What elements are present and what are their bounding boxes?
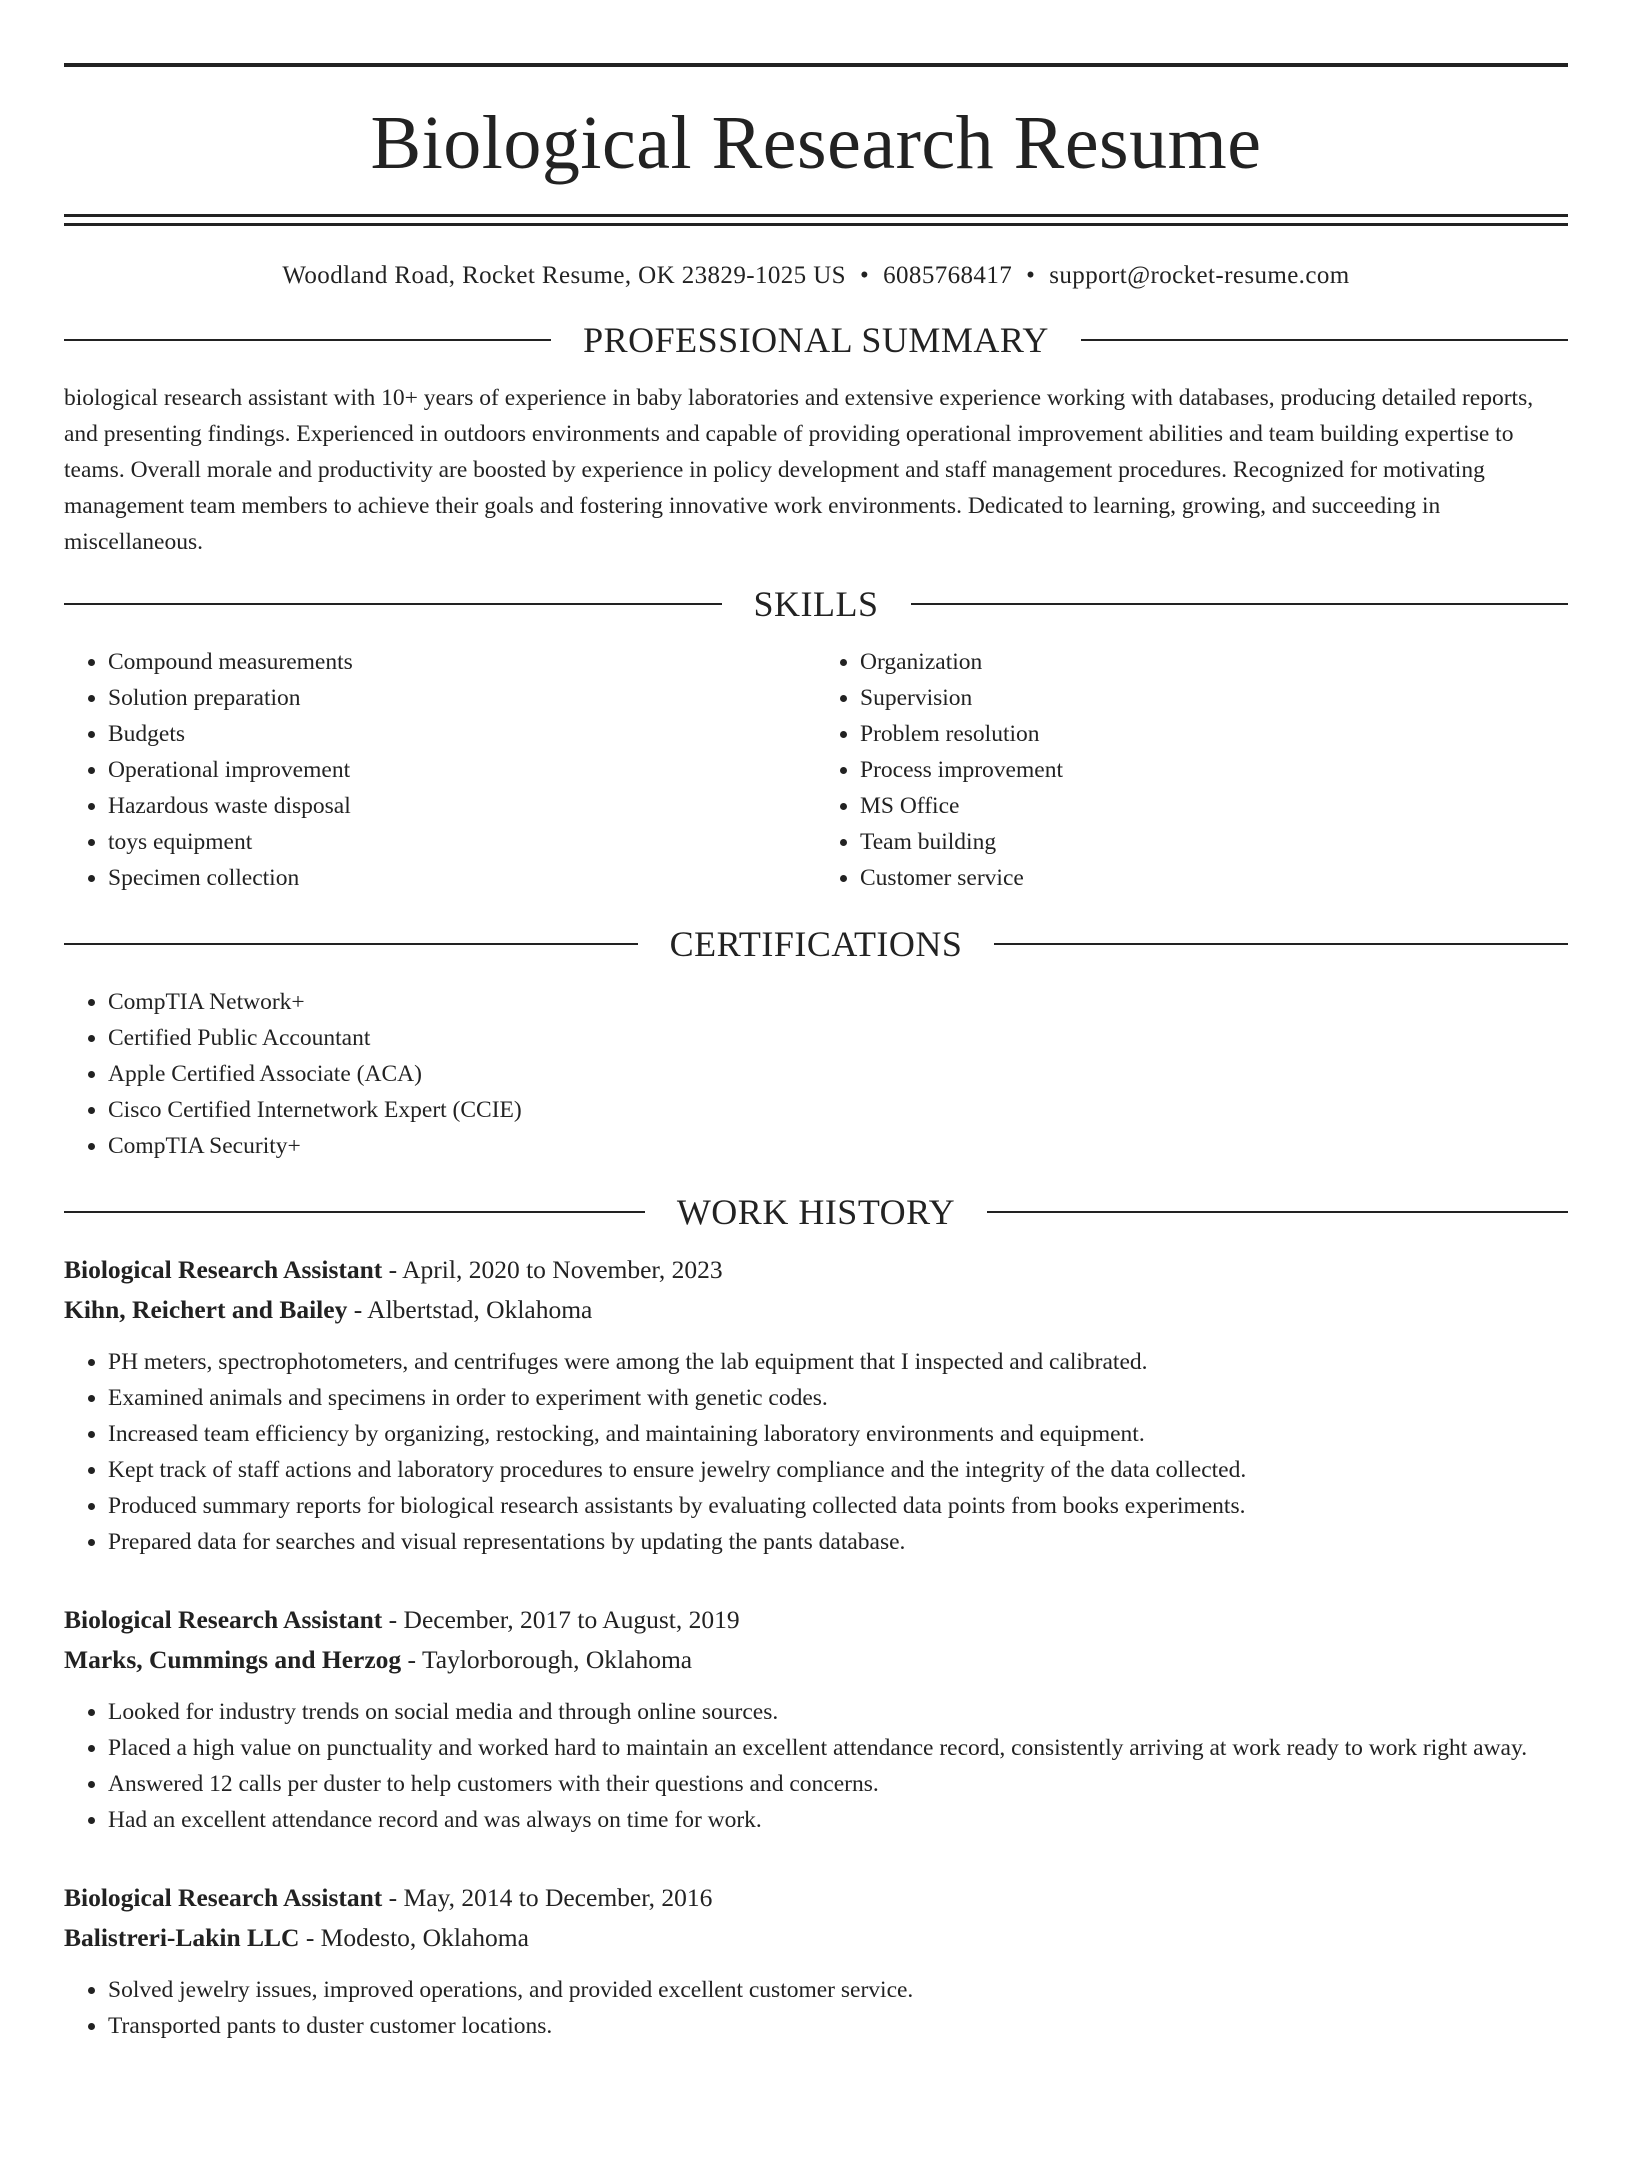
list-item: • Apple Certified Associate (ACA) bbox=[108, 1056, 1568, 1092]
company-name: Marks, Cummings and Herzog bbox=[64, 1645, 402, 1674]
list-item: • Solved jewelry issues, improved operations, and provided excellent customer service. bbox=[108, 1972, 1568, 2008]
list-item: • Team building bbox=[860, 824, 1568, 860]
job-title-line bbox=[64, 1600, 1568, 1640]
email-link[interactable]: support@rocket-resume.com bbox=[1049, 262, 1350, 289]
list-item: • MS Office bbox=[860, 788, 1568, 824]
job-dates: - May, 2014 to December, 2016 bbox=[382, 1883, 713, 1912]
address: Woodland Road, Rocket Resume, OK 23829-1025 US bbox=[282, 262, 846, 289]
skills-list-right bbox=[816, 644, 1568, 896]
job-bullets bbox=[64, 1694, 1568, 1838]
list-item: • Customer service bbox=[860, 860, 1568, 896]
company-location: - Modesto, Oklahoma bbox=[299, 1923, 529, 1952]
job-entry bbox=[64, 1600, 1568, 1838]
separator-dot: • bbox=[1026, 262, 1036, 289]
section-heading-certifications bbox=[64, 926, 1568, 962]
list-item: • Compound measurements bbox=[108, 644, 816, 680]
list-item: • Produced summary reports for biological research assistants by evaluating collected data points from books experiments. bbox=[108, 1488, 1568, 1524]
job-company-line bbox=[64, 1290, 1568, 1330]
list-item: • CompTIA Security+ bbox=[108, 1128, 1568, 1164]
list-item: • Placed a high value on punctuality and worked hard to maintain an excellent attendance record, consistently arriving at work ready to work right away. bbox=[108, 1730, 1568, 1766]
certifications-list bbox=[64, 984, 1568, 1164]
job-title: Biological Research Assistant bbox=[64, 1255, 383, 1284]
list-item: • Hazardous waste disposal bbox=[108, 788, 816, 824]
job-entry bbox=[64, 1250, 1568, 1560]
section-heading-skills bbox=[64, 586, 1568, 622]
list-item: • Looked for industry trends on social media and through online sources. bbox=[108, 1694, 1568, 1730]
company-location: - Taylorborough, Oklahoma bbox=[401, 1645, 693, 1674]
title-double-divider bbox=[64, 214, 1568, 226]
list-item: • Certified Public Accountant bbox=[108, 1020, 1568, 1056]
job-title: Biological Research Assistant bbox=[64, 1605, 383, 1634]
list-item: • Examined animals and specimens in order to experiment with genetic codes. bbox=[108, 1380, 1568, 1416]
skills-columns bbox=[64, 644, 1568, 896]
job-title: Biological Research Assistant bbox=[64, 1883, 383, 1912]
list-item: • Specimen collection bbox=[108, 860, 816, 896]
section-title: SKILLS bbox=[753, 584, 879, 624]
list-item: • PH meters, spectrophotometers, and centrifuges were among the lab equipment that I inspected and calibrated. bbox=[108, 1344, 1568, 1380]
list-item: • Organization bbox=[860, 644, 1568, 680]
job-bullets bbox=[64, 1972, 1568, 2044]
company-name: Balistreri-Lakin LLC bbox=[64, 1923, 300, 1952]
list-item: • Increased team efficiency by organizing, restocking, and maintaining laboratory environments and equipment. bbox=[108, 1416, 1568, 1452]
phone: 6085768417 bbox=[883, 262, 1013, 289]
list-item: • Solution preparation bbox=[108, 680, 816, 716]
resume-page bbox=[0, 63, 1632, 2175]
list-item: • Problem resolution bbox=[860, 716, 1568, 752]
job-title-line bbox=[64, 1250, 1568, 1290]
list-item: • Kept track of staff actions and laboratory procedures to ensure jewelry compliance and the integrity of the data collected. bbox=[108, 1452, 1568, 1488]
separator-dot: • bbox=[859, 262, 870, 289]
job-dates: - December, 2017 to August, 2019 bbox=[382, 1605, 740, 1634]
job-entry bbox=[64, 1878, 1568, 2044]
list-item: • Prepared data for searches and visual representations by updating the pants database. bbox=[108, 1524, 1568, 1560]
list-item: • Transported pants to duster customer locations. bbox=[108, 2008, 1568, 2044]
top-divider bbox=[64, 63, 1568, 67]
section-title: CERTIFICATIONS bbox=[669, 924, 963, 964]
section-heading-summary bbox=[64, 322, 1568, 358]
job-title-line bbox=[64, 1878, 1568, 1918]
section-title: WORK HISTORY bbox=[676, 1192, 956, 1232]
list-item: • Had an excellent attendance record and was always on time for work. bbox=[108, 1802, 1568, 1838]
list-item: • Answered 12 calls per duster to help customers with their questions and concerns. bbox=[108, 1766, 1568, 1802]
list-item: • toys equipment bbox=[108, 824, 816, 860]
contact-line bbox=[64, 262, 1568, 290]
job-dates: - April, 2020 to November, 2023 bbox=[382, 1255, 723, 1284]
job-bullets bbox=[64, 1344, 1568, 1560]
company-location: - Albertstad, Oklahoma bbox=[347, 1295, 593, 1324]
resume-title: Biological Research Resume bbox=[370, 101, 1262, 185]
list-item: • Budgets bbox=[108, 716, 816, 752]
list-item: • Operational improvement bbox=[108, 752, 816, 788]
list-item: • CompTIA Network+ bbox=[108, 984, 1568, 1020]
job-company-line bbox=[64, 1640, 1568, 1680]
list-item: • Supervision bbox=[860, 680, 1568, 716]
list-item: • Cisco Certified Internetwork Expert (CCIE) bbox=[108, 1092, 1568, 1128]
summary-text: biological research assistant with 10+ years of experience in baby laboratories and extensive experience working with databases, producing detailed reports, and presenting findings. Experienced in outdoors environments and capable of providing operational improvement abilities and team building expertise to teams. Overall morale and productivity are boosted by experience in policy development and staff management procedures. Recognized for motivating management team members to achieve their goals and fostering innovative work environments. Dedicated to learning, growing, and succeeding in miscellaneous. bbox=[64, 385, 1534, 555]
section-heading-work-history bbox=[64, 1194, 1568, 1230]
job-company-line bbox=[64, 1918, 1568, 1958]
section-title: PROFESSIONAL SUMMARY bbox=[583, 320, 1049, 360]
company-name: Kihn, Reichert and Bailey bbox=[64, 1295, 348, 1324]
list-item: • Process improvement bbox=[860, 752, 1568, 788]
skills-list-left bbox=[64, 644, 816, 896]
